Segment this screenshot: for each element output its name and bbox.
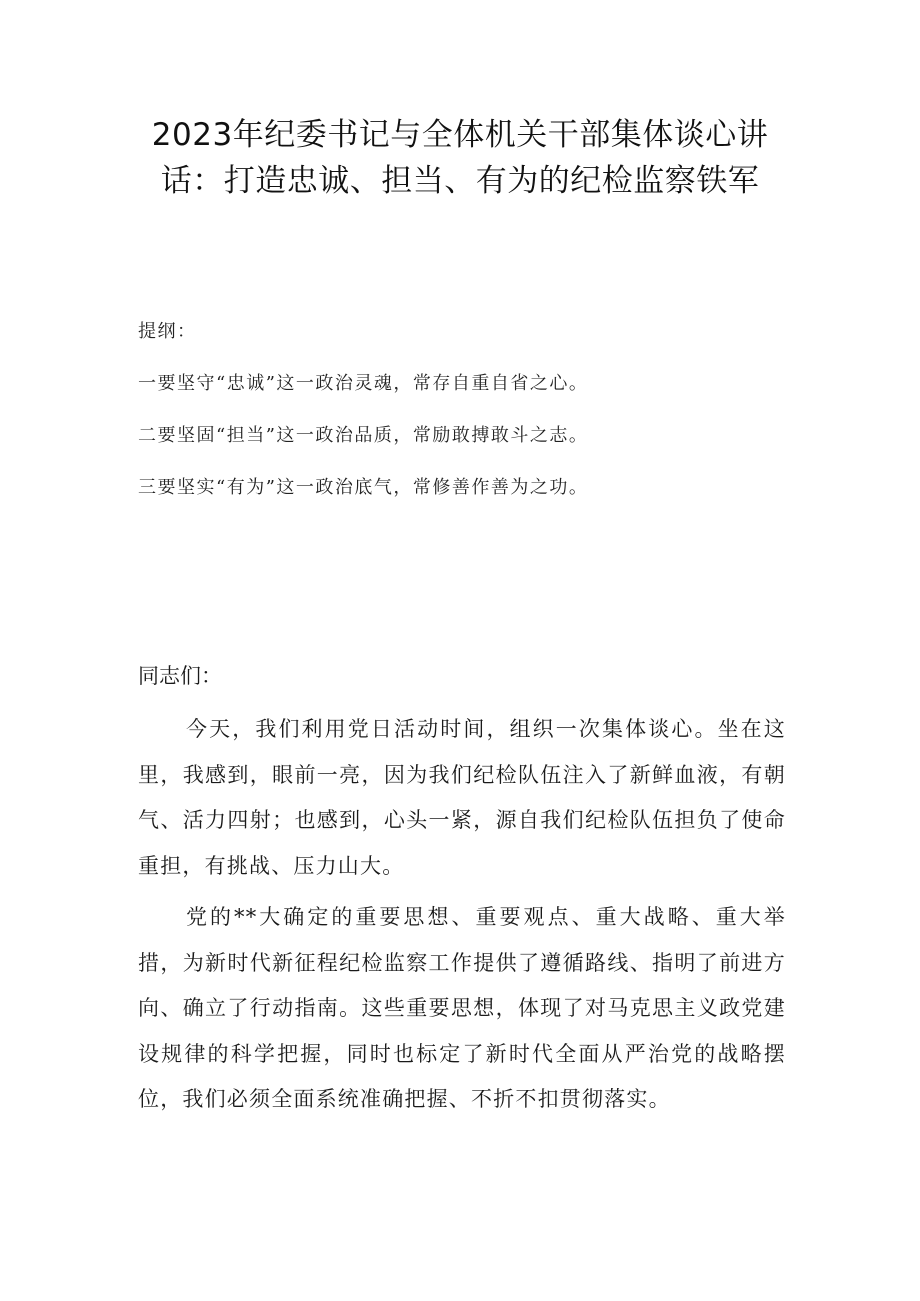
document-title: 2023年纪委书记与全体机关干部集体谈心讲话：打造忠诚、担当、有为的纪检监察铁军 bbox=[151, 117, 769, 199]
outline-item: 二要坚固“担当”这一政治品质，常励敢搏敢斗之志。 bbox=[138, 425, 589, 446]
outline-label: 提纲： bbox=[138, 321, 197, 342]
outline-item: 三要坚实“有为”这一政治底气，常修善作善为之功。 bbox=[138, 477, 589, 498]
body-paragraph: 今天，我们利用党日活动时间，组织一次集体谈心。坐在这里，我感到，眼前一亮，因为我们纪检队伍注入了新鲜血液，有朝气、活力四射；也感到，心头一紧，源自我们纪检队伍担负了使命重担，有挑战、压力山大。 bbox=[138, 717, 786, 878]
outline-item: 一要坚守“忠诚”这一政治灵魂，常存自重自省之心。 bbox=[138, 373, 589, 394]
outline-section bbox=[138, 314, 798, 522]
greeting: 同志们： bbox=[138, 664, 222, 688]
body-paragraph: 党的**大确定的重要思想、重要观点、重大战略、重大举措，为新时代新征程纪检监察工作提供了遵循路线、指明了前进方向、确立了行动指南。这些重要思想，体现了对马克思主义政党建设规律的科学把握，同时也标定了新时代全面从严治党的战略摆位，我们必须全面系统准确把握、不折不扣贯彻落实。 bbox=[138, 905, 786, 1111]
